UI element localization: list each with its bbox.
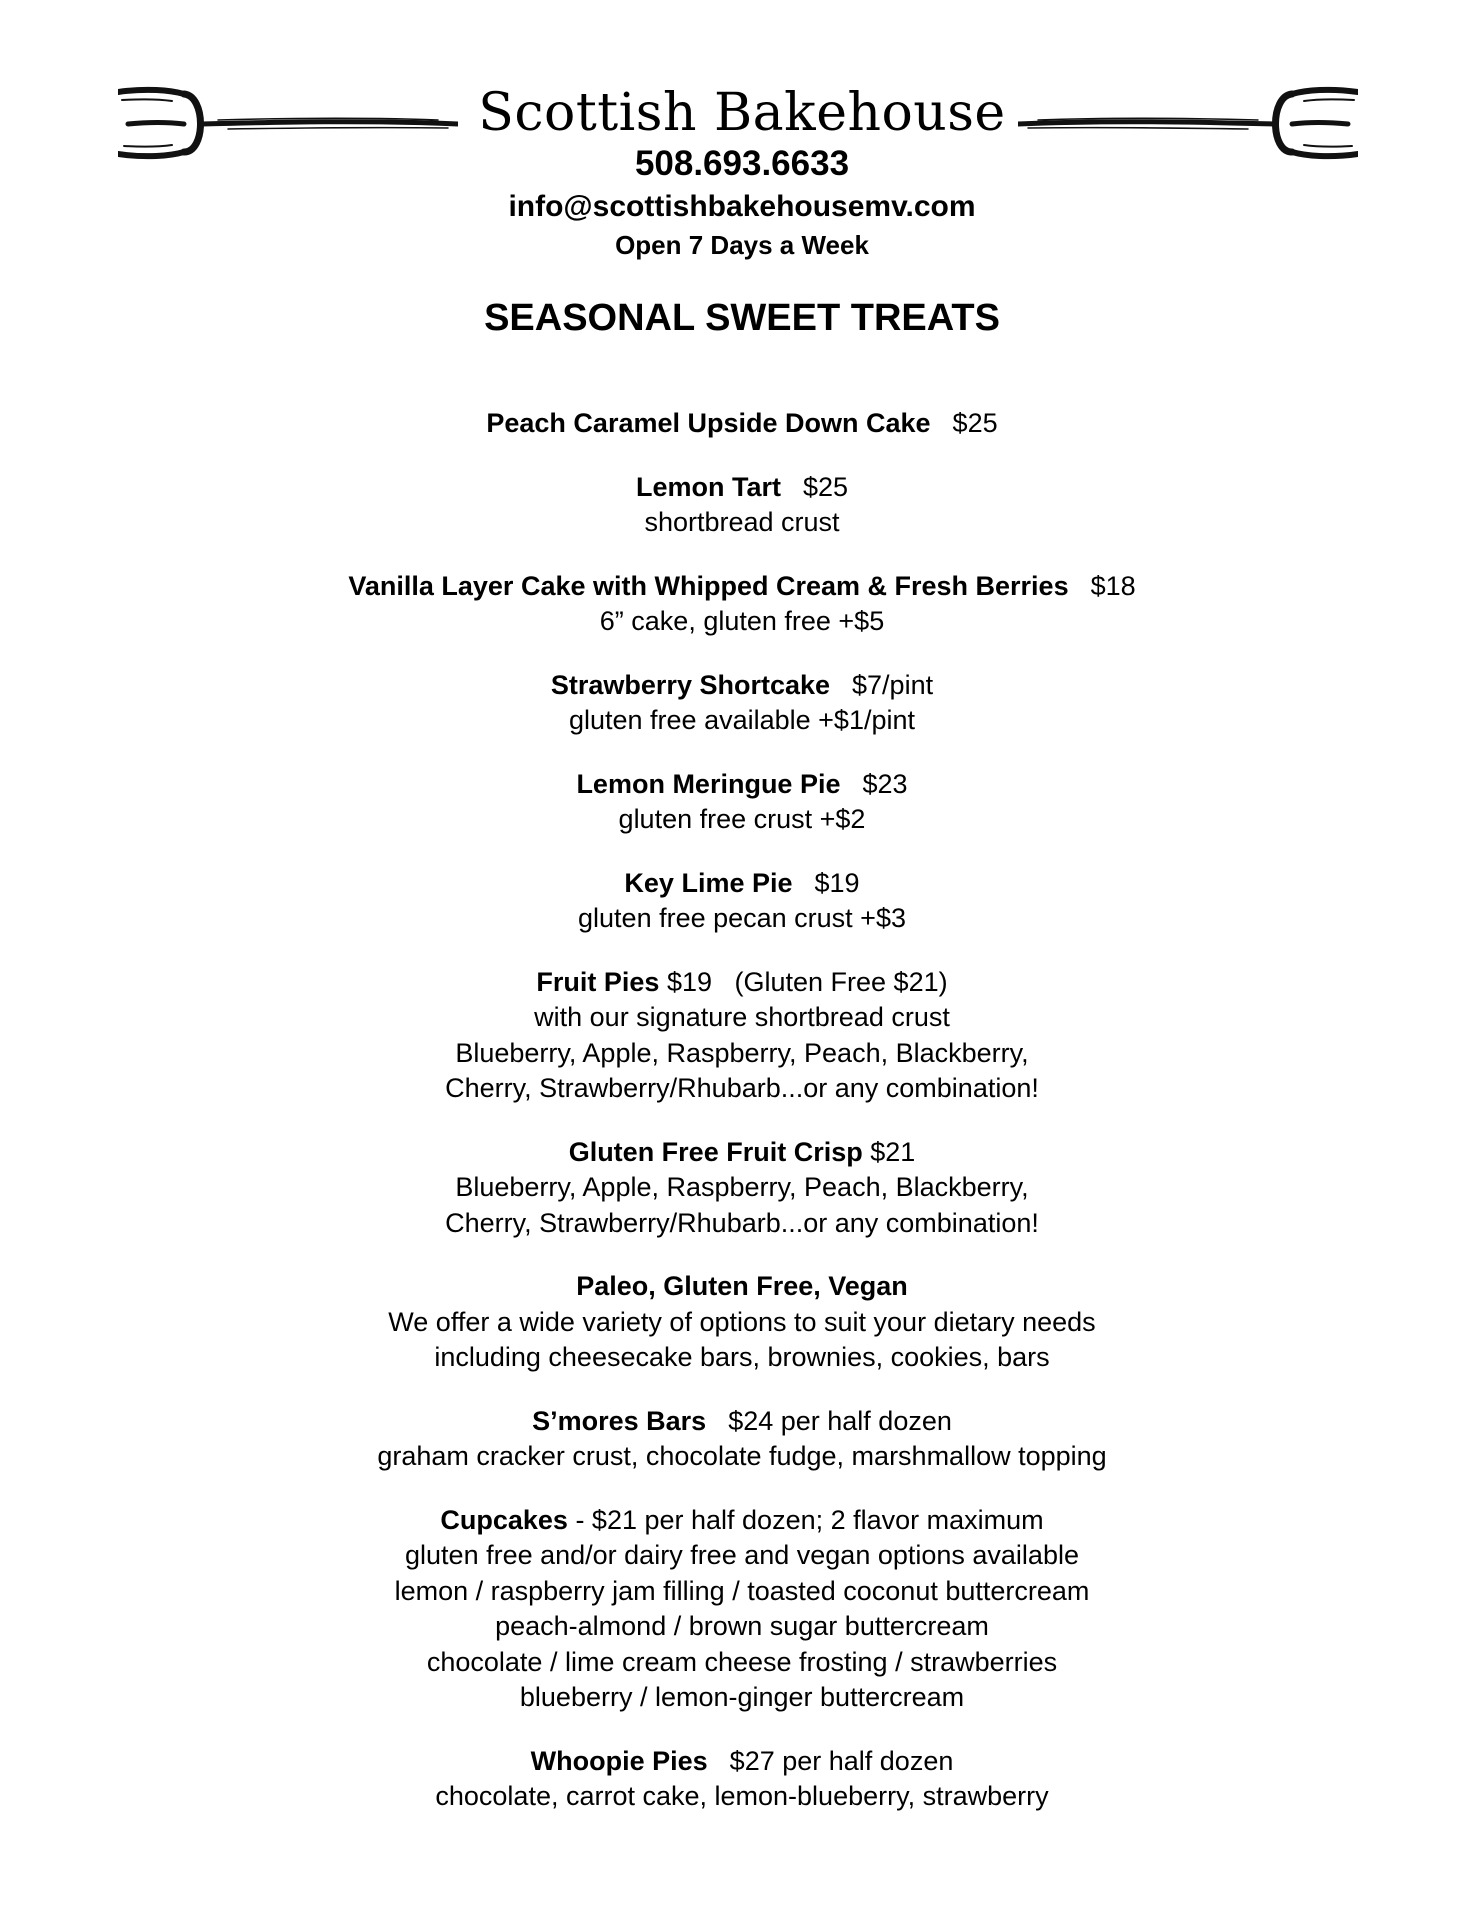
menu-item-detail: Blueberry, Apple, Raspberry, Peach, Blackberry, <box>455 1037 1029 1068</box>
menu-item-name: Strawberry Shortcake <box>550 669 831 700</box>
menu-item-title-line <box>0 406 1484 442</box>
menu-item-name: Gluten Free Fruit Crisp <box>568 1136 863 1167</box>
menu-item-name: Vanilla Layer Cake with Whipped Cream & Fresh Berries <box>348 570 1069 601</box>
opening-hours: Open 7 Days a Week <box>615 230 869 260</box>
menu-header <box>0 0 1484 300</box>
menu-item <box>0 406 1484 442</box>
menu-item-name: Fruit Pies <box>536 966 660 997</box>
menu-item-price: $23 <box>862 768 908 799</box>
menu-item-title-line <box>0 866 1484 902</box>
menu-item-title-line <box>0 1503 1484 1539</box>
menu-item <box>0 1269 1484 1376</box>
menu-item-name: Peach Caramel Upside Down Cake <box>486 408 931 438</box>
menu-item-price: $25 <box>802 471 849 502</box>
menu-item-title-line <box>0 965 1484 1001</box>
menu-item-price: $25 <box>952 408 998 438</box>
menu-item <box>0 569 1484 640</box>
menu-item-name: S’mores Bars <box>532 1405 707 1436</box>
menu-list <box>0 406 1484 1843</box>
menu-item-detail: chocolate / lime cream cheese frosting / strawberries <box>426 1646 1058 1677</box>
bakery-name: Scottish Bakehouse <box>478 83 1006 143</box>
menu-item-detail: Cherry, Strawberry/Rhubarb...or any combination! <box>445 1207 1039 1238</box>
phone-number: 508.693.6633 <box>634 144 850 183</box>
menu-item-detail: with our signature shortbread crust <box>534 1002 950 1032</box>
email-address: info@scottishbakehousemv.com <box>508 190 976 223</box>
menu-item-name: Lemon Meringue Pie <box>576 768 841 799</box>
menu-item-detail: Cherry, Strawberry/Rhubarb...or any combination! <box>445 1073 1039 1103</box>
menu-item-price: - $21 per half dozen; 2 flavor maximum <box>575 1504 1044 1535</box>
menu-item-price: $19 <box>814 867 860 898</box>
menu-item-price: $19 (Gluten Free $21) <box>666 966 948 997</box>
menu-item-detail: gluten free available +$1/pint <box>568 705 915 735</box>
menu-item-price: $27 per half dozen <box>729 1745 954 1776</box>
menu-item-detail: shortbread crust <box>644 507 840 537</box>
menu-item-detail: gluten free crust +$2 <box>618 804 866 834</box>
menu-item-detail: We offer a wide variety of options to suit your dietary needs <box>388 1306 1096 1337</box>
menu-item <box>0 866 1484 937</box>
menu-item-name: Whoopie Pies <box>530 1745 708 1776</box>
menu-item-title-line <box>0 470 1484 506</box>
menu-item-name: Key Lime Pie <box>624 867 793 898</box>
menu-item-price: $18 <box>1090 570 1136 601</box>
menu-item-title-line <box>0 1744 1484 1780</box>
menu-item <box>0 965 1484 1107</box>
menu-item-title-line <box>0 668 1484 704</box>
menu-item-detail: blueberry / lemon-ginger buttercream <box>519 1682 965 1712</box>
menu-item <box>0 1135 1484 1242</box>
menu-item-detail: 6” cake, gluten free +$5 <box>599 606 885 636</box>
menu-item <box>0 767 1484 838</box>
menu-item-title-line <box>0 767 1484 803</box>
menu-item <box>0 470 1484 541</box>
menu-item-price: $24 per half dozen <box>728 1405 952 1436</box>
menu-item-detail: gluten free pecan crust +$3 <box>578 903 906 933</box>
menu-item-title-line <box>0 1404 1484 1440</box>
menu-item-price: $21 <box>870 1136 916 1167</box>
price-spacer <box>659 967 667 997</box>
menu-item-name: Paleo, Gluten Free, Vegan <box>576 1271 908 1301</box>
menu-item-detail: peach-almond / brown sugar buttercream <box>495 1611 989 1641</box>
menu-item-title-line <box>0 1269 1484 1305</box>
menu-item-title-line <box>0 1135 1484 1171</box>
menu-item-title-line <box>0 569 1484 605</box>
menu-item-detail: including cheesecake bars, brownies, cookies, bars <box>434 1342 1050 1372</box>
menu-item-detail: Blueberry, Apple, Raspberry, Peach, Blackberry, <box>455 1172 1029 1202</box>
menu-item-detail: lemon / raspberry jam filling / toasted coconut buttercream <box>394 1575 1090 1606</box>
menu-item-detail: gluten free and/or dairy free and vegan options available <box>405 1540 1079 1570</box>
menu-item <box>0 1404 1484 1475</box>
menu-item <box>0 1744 1484 1815</box>
menu-item-detail: graham cracker crust, chocolate fudge, marshmallow topping <box>377 1441 1107 1471</box>
menu-item <box>0 668 1484 739</box>
menu-item-name: Cupcakes <box>440 1504 568 1535</box>
menu-item-detail: chocolate, carrot cake, lemon-blueberry, strawberry <box>435 1781 1049 1811</box>
menu-item-price: $7/pint <box>852 669 934 700</box>
section-title: SEASONAL SWEET TREATS <box>484 297 1000 339</box>
menu-item <box>0 1503 1484 1716</box>
menu-item-name: Lemon Tart <box>635 471 781 502</box>
